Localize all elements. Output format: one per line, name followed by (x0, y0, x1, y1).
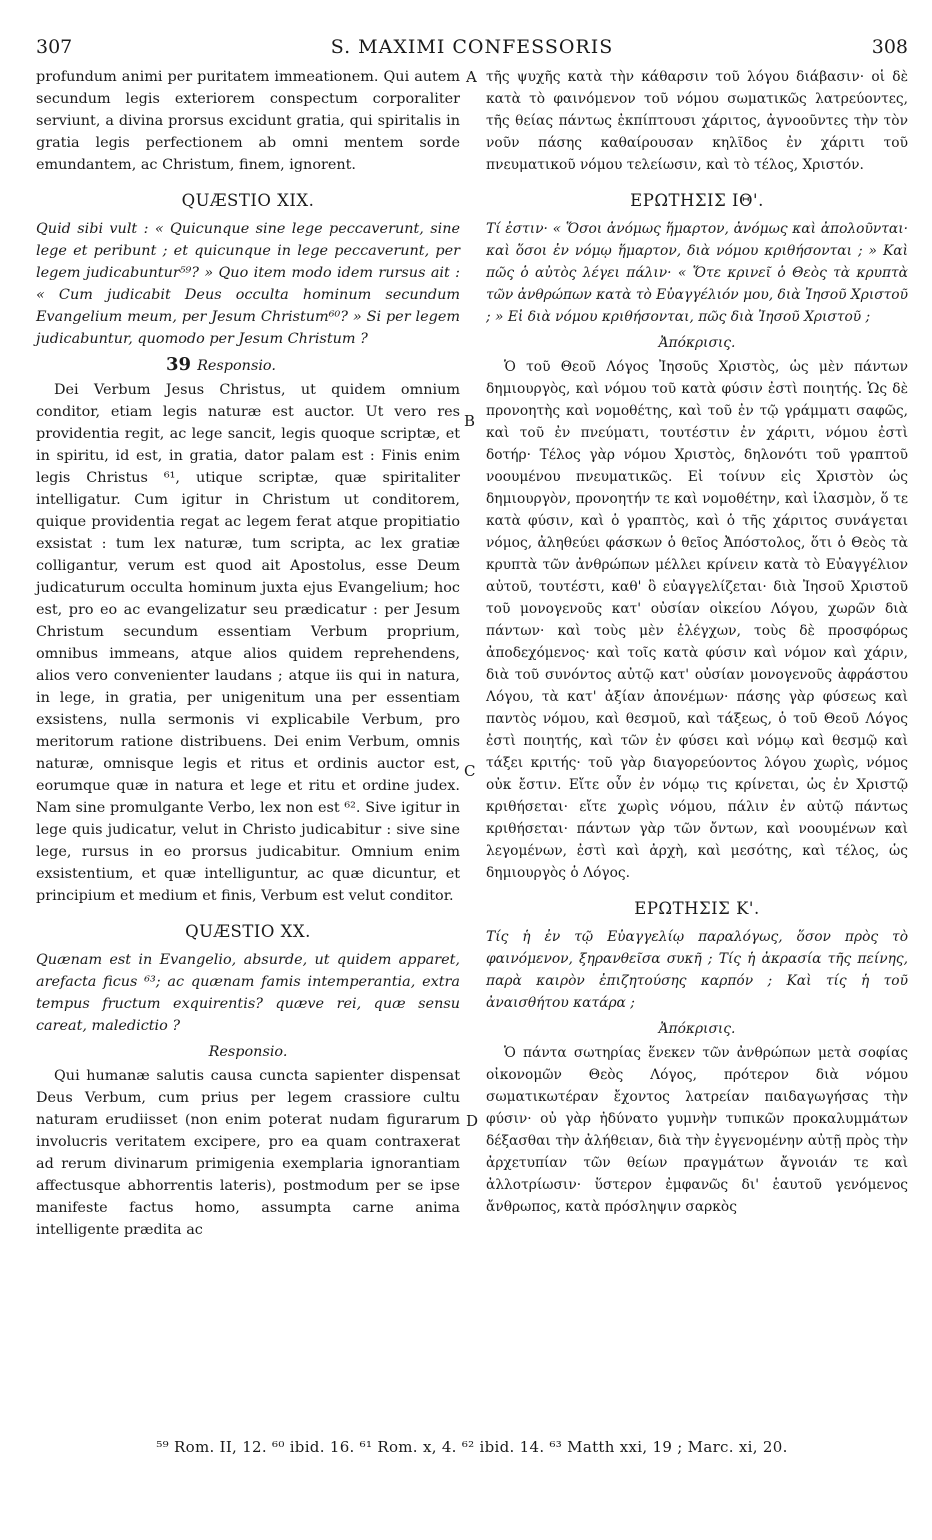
latin-q19-answer: Dei Verbum Jesus Christus, ut quidem omnium conditor, etiam legis naturæ est auctor. Ut vero res providentia regit, ac lege sancit, legis quoque scriptæ, et in spiritu, id est, in gratia, dator palam est : Finis enim legis Christus ⁶¹, utique scriptæ, quæ spiritaliter intelligatur. Cum igitur in Christum ut conditorem, quique providentia regat ac legem ferat atque propitiatio exsistat : tum lex naturæ, tum scripta, ac lex gratiæ colligantur, verum est quod ait Apostolus, esse Deum judicaturum occulta hominum juxta ejus Evangelium; hoc est, pro eo ac evangelizatur seu prædicatur : per Jesum Christum secundum essentiam Verbum proprium, omnibus immeans, atque alios quidem reprehendens, alios vero convenienter laudans ; atque iis qui in natura, in lege, in gratia, per unigenitum una per essentiam exsistens, nulla sermonis vi explicabile Verbum, pro meritorum ratione distribuens. Dei enim Verbum, omnis naturæ, omnisque legis et ritus et ordinis auctor est, eorumque quæ in natura et lege et ritu et ordine judex. Nam sine promulgante Verbo, lex non est ⁶². Sive igitur in lege quis judicatur, velut in Christo judicabitur : sive sine lege, rursus in eo prorsus judicabitur. Omnium enim exsistentium, et quæ intelliguntur, ac quæ dicuntur, et principium et medium et finis, Verbum est velut conditor. (36, 382, 460, 904)
latin-q20-answer: Qui humanæ salutis causa cuncta sapienter dispensat Deus Verbum, cum prius per legem crassiore cultu naturam erudiisset (non enim poterat nudam figurarum involucris veritatem excipere, pro ea quam contraxerat ad rerum divinarum primigenia exemplaria ignorantiam affectusque abhorrentis lateris), postmodum per se ipse manifeste factus homo, assumpta carne anima intelligente prædita ac (36, 1068, 460, 1238)
latin-column (36, 66, 460, 1241)
footnotes: ⁵⁹ Rom. II, 12. ⁶⁰ ibid. 16. ⁶¹ Rom. x, 4. ⁶² ibid. 14. ⁶³ Matth xxi, 19 ; Marc. xi, 20. (156, 1438, 788, 1456)
margin-marker-d: D (466, 1112, 479, 1130)
greek-q19-response-label: Ἀπόκρισις. (658, 335, 736, 351)
greek-q20-heading: ΕΡΩΤΗΣΙΣ Κ'. (634, 899, 760, 918)
greek-q20-question: Τίς ἡ ἐν τῷ Εὐαγγελίῳ παραλόγως, ὅσον πρὸς τὸ φαινόμενον, ξηρανθεῖσα συκῆ ; Τίς ἡ ἀκρασία τῆς πείνης, παρὰ καιρὸν ἐπιζητούσης καρπόν ; Καὶ τίς ἡ τοῦ ἀναισθήτου κατάρα ; (486, 929, 908, 1011)
latin-q19-heading: QUÆSTIO XIX. (181, 191, 315, 210)
latin-q20-question: Quænam est in Evangelio, absurde, ut quidem apparet, arefacta ficus ⁶³; ac quænam famis intemperantia, extra tempus fructum exquirentis? quæve rei, quæ sensu careat, maledictio ? (36, 952, 460, 1034)
margin-marker-c: C (464, 762, 476, 780)
column-number: 39 (166, 354, 192, 375)
margin-marker-a: A (466, 68, 477, 86)
greek-q19-heading: ΕΡΩΤΗΣΙΣ ΙΘ'. (630, 191, 764, 210)
margin-marker-b: B (464, 412, 476, 430)
page-number-left: 307 (36, 36, 73, 58)
greek-intro: τῆς ψυχῆς κατὰ τὴν κάθαρσιν τοῦ λόγου διάβασιν· οἱ δὲ κατὰ τὸ φαινόμενον τοῦ νόμου σωματικῶς λατρεύοντες, τῆς θείας πάντως ἐκπίπτουσι χάριτος, ἀγνοοῦντες τὴν τὸν νοῦν πάσης καθαίρουσαν κηλῖδος ἐν χάριτι τοῦ πνευματικοῦ νόμου τελείωσιν, καὶ τὸ τέλος, Χριστόν. (486, 69, 908, 173)
latin-intro: profundum animi per puritatem immeationem. Qui autem secundum legis exteriorem conspectum corporaliter serviunt, a divina prorsus excidunt gratia, qui spiritalis in gratia legis perfectionem ab omni mentem sorde emundantem, ac Christum, finem, ignorent. (36, 69, 460, 173)
greek-q20-response-label: Ἀπόκρισις. (658, 1021, 736, 1037)
page-header (36, 36, 908, 62)
page-number-right: 308 (871, 36, 908, 58)
latin-q19-resp-text: Responsio. (197, 358, 276, 374)
latin-q20-response-label: Responsio. (208, 1044, 288, 1060)
latin-q20-heading: QUÆSTIO XX. (185, 922, 311, 941)
greek-q19-question: Τί ἐστιν· « Ὅσοι ἀνόμως ἥμαρτον, ἀνόμως καὶ ἀπολοῦνται· καὶ ὅσοι ἐν νόμῳ ἥμαρτον, διὰ νόμου κριθήσονται ; » Καὶ πῶς ὁ αὐτὸς λέγει πάλιν· « Ὅτε κρινεῖ ὁ Θεὸς τὰ κρυπτὰ τῶν ἀνθρώπων κατὰ τὸ Εὐαγγέλιόν μου, διὰ Ἰησοῦ Χριστοῦ ; » Εἰ διὰ νόμου κριθήσονται, πῶς διὰ Ἰησοῦ Χριστοῦ ; (486, 221, 908, 325)
greek-column (486, 66, 908, 1218)
latin-q19-response-label (166, 354, 460, 377)
greek-q20-answer: Ὁ πάντα σωτηρίας ἕνεκεν τῶν ἀνθρώπων μετὰ σοφίας οἰκονομῶν Θεὸς Λόγος, πρότερον διὰ νόμου σωματικωτέραν ἔχοντος λατρείαν παιδαγωγήσας τὴν φύσιν· οὐ γὰρ ἠδύνατο γυμνὴν τυπικῶν προκαλυμμάτων δέξασθαι τὴν ἀλήθειαν, διὰ τὴν ἐγγενομένην αὐτῇ πρὸς τὴν ἀρχετυπίαν τῶν θείων πραγμάτων ἄγνοιάν τε καὶ ἀλλοτρίωσιν· ὕστερον ἐμφανῶς δι' ἑαυτοῦ γενόμενος ἄνθρωπος, κατὰ πρόσληψιν σαρκὸς (486, 1045, 908, 1215)
running-title: S. MAXIMI CONFESSORIS (330, 36, 614, 58)
latin-q19-question: Quid sibi vult : « Quicunque sine lege peccaverunt, sine lege et peribunt ; et quicunque in lege peccaverunt, per legem judicabuntur⁵⁹? » Quo item modo idem rursus ait : « Cum judicabit Deus occulta hominum secundum Evangelium meum, per Jesum Christum⁶⁰? » Si per legem judicabuntur, quomodo per Jesum Christum ? (36, 221, 460, 347)
greek-q19-answer: Ὁ τοῦ Θεοῦ Λόγος Ἰησοῦς Χριστὸς, ὡς μὲν πάντων δημιουργὸς, καὶ νόμου τοῦ κατὰ φύσιν ἐστὶ ποιητής. Ὡς δὲ προνοητὴς καὶ νομοθέτης, καὶ τοῦ ἐν τῷ γράμματι σαφῶς, καὶ τοῦ ἐν πνεύματι, τουτέστιν ἐν χάριτι, νόμου ἐστὶ δοτήρ· Τέλος γὰρ νόμου Χριστὸς, δηλονότι τοῦ γραπτοῦ νοουμένου πνευματικῶς. Εἰ τοίνυν εἰς Χριστὸν ὡς δημιουργὸν, προνοητήν τε καὶ νομοθέτην, καὶ ἱλασμὸν, ὅ τε κατὰ φύσιν, καὶ ὁ γραπτὸς, καὶ ὁ τῆς χάριτος συνάγεται νόμος, ἀληθεύει φάσκων ὁ θεῖος Ἀπόστολος, ὅτι ὁ Θεὸς τὰ κρυπτὰ τῶν ἀνθρώπων μέλλει κρίνειν κατὰ τὸ Εὐαγγέλιον αὐτοῦ, τουτέστι, καθ' ὃ εὐαγγελίζεται· διὰ Ἰησοῦ Χριστοῦ τοῦ μονογενοῦς κατ' οὐσίαν οἰκείου Λόγου, χωρῶν διὰ πάντων· καὶ τοὺς μὲν ἐλέγχων, τοὺς δὲ προσφόρως ἀποδεχόμενος· καὶ τοῖς κατὰ φύσιν καὶ νόμον καὶ χάριν, διὰ τοῦ συνόντος αὐτῷ κατ' οὐσίαν μονογενοῦς ἀφράστου Λόγου, τὰ κατ' ἀξίαν ἀπονέμων· πάσης γὰρ φύσεως καὶ παντὸς νόμου, καὶ θεσμοῦ, καὶ τάξεως, ὁ τοῦ Θεοῦ Λόγος ἐστὶ ποιητής, καὶ τῶν ἐν φύσει καὶ νόμῳ καὶ θεσμῷ καὶ τάξει κριτής· τοῦ γὰρ διαγορεύοντος λόγου χωρὶς, νόμος οὐκ ἔστιν. Εἴτε οὖν ἐν νόμῳ τις κρίνεται, ὡς ἐν Χριστῷ κριθήσεται· εἴτε χωρὶς νόμου, πάλιν ἐν αὐτῷ πάντως κριθήσεται· πάντων γὰρ τῶν ὄντων, καὶ νοουμένων καὶ λεγομένων, ἐστὶ καὶ ἀρχὴ, καὶ μεσότης, καὶ τέλος, ὡς δημιουργὸς ὁ Λόγος. (486, 359, 908, 881)
